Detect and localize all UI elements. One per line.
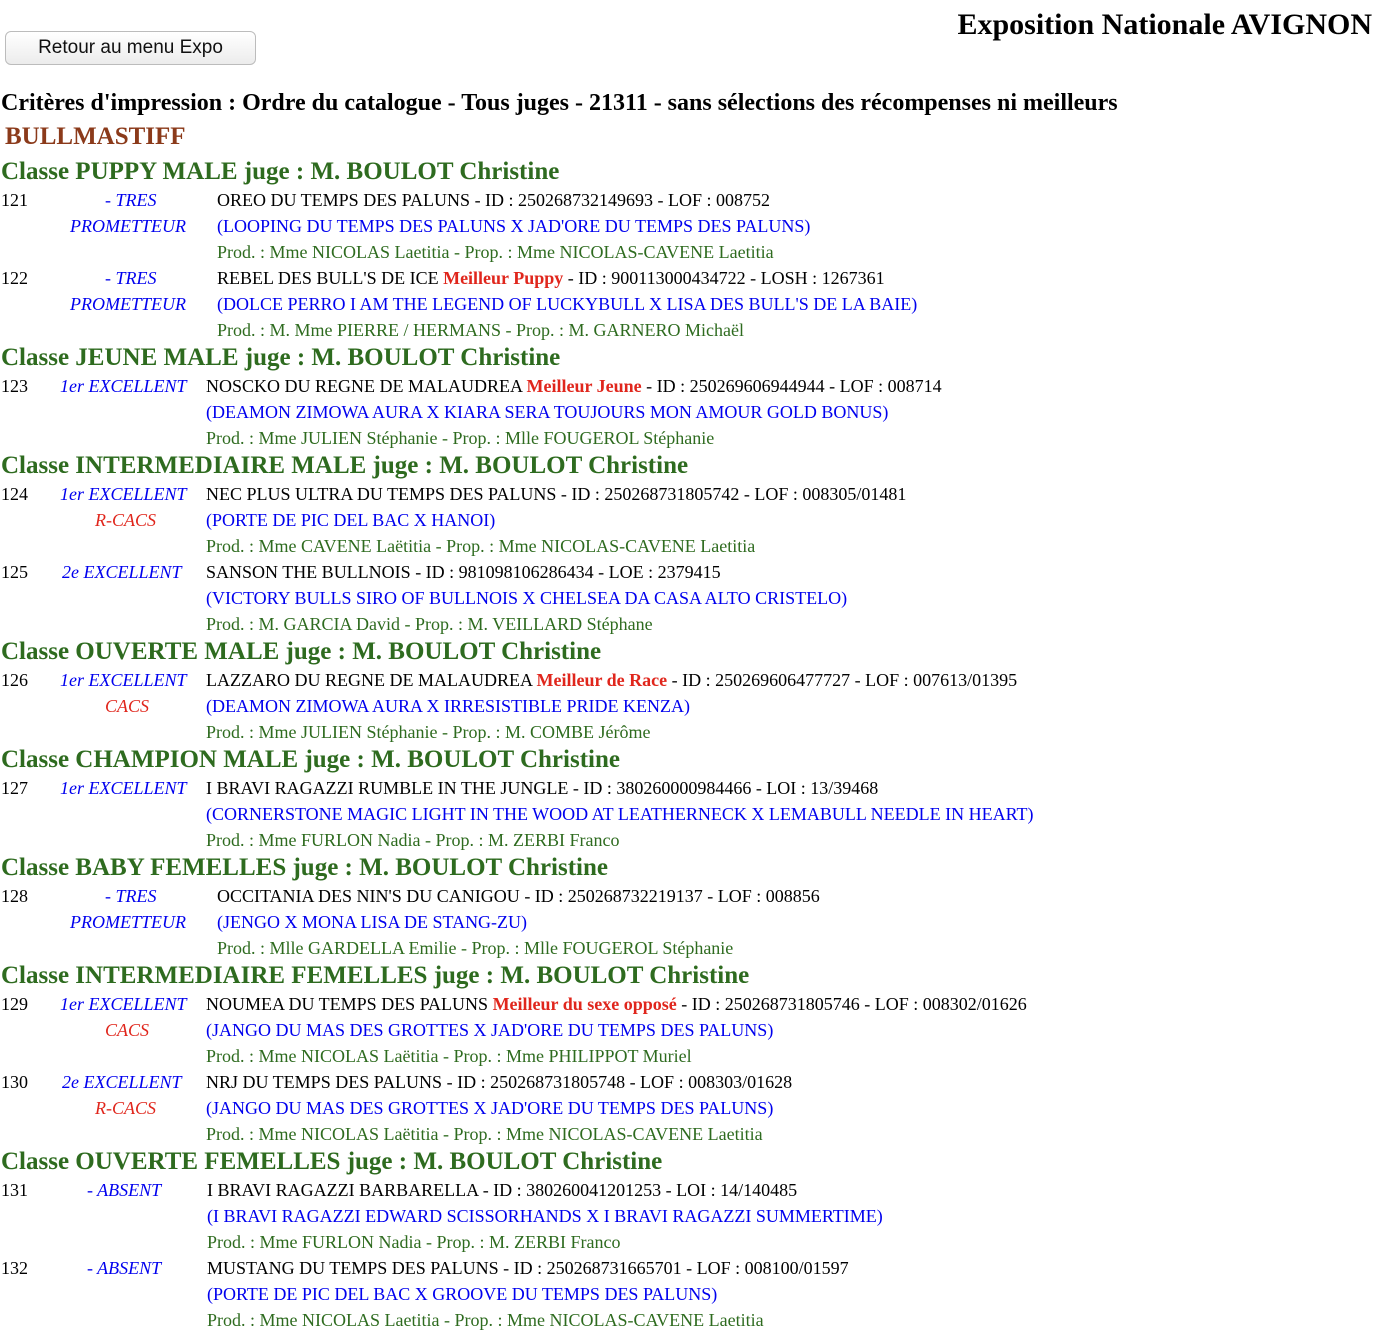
entry-dog-info [206, 559, 721, 585]
dog-parents: (PORTE DE PIC DEL BAC X GROOVE DU TEMPS DES PALUNS) [207, 1284, 718, 1304]
dog-parents: (JENGO X MONA LISA DE STANG-ZU) [217, 912, 528, 932]
catalogue-entry [0, 775, 1398, 853]
dog-producer-owner: Prod. : Mme JULIEN Stéphanie - Prop. : M. COMBE Jérôme [206, 722, 651, 742]
entry-rating: 1er EXCELLENT [60, 376, 187, 396]
entry-number: 129 [1, 994, 28, 1014]
entry-line-owner [0, 719, 1398, 745]
entry-rating: 1er EXCELLENT [60, 670, 187, 690]
dog-ids: - ID : 250268731805742 - LOF : 008305/01481 [560, 484, 907, 504]
entry-line-main [0, 1177, 1398, 1203]
entry-line-owner [0, 1307, 1398, 1333]
class-heading: Classe INTERMEDIAIRE MALE juge : M. BOULOT Christine [1, 452, 689, 479]
entry-qualification: R-CACS [95, 510, 156, 530]
class-heading: Classe INTERMEDIAIRE FEMELLES juge : M. BOULOT Christine [1, 962, 750, 989]
catalogue-entry [0, 991, 1398, 1069]
entry-number: 132 [1, 1258, 28, 1278]
dog-ids: - ID : 250268732219137 - LOF : 008856 [524, 886, 820, 906]
entry-qualification: R-CACS [95, 1098, 156, 1118]
entry-dog-info [207, 1255, 849, 1281]
breed-heading: BULLMASTIFF [5, 123, 186, 150]
entry-number: 121 [1, 190, 28, 210]
dog-name: NRJ DU TEMPS DES PALUNS [206, 1072, 447, 1092]
entry-number: 130 [1, 1072, 28, 1092]
dog-ids: - ID : 250268731665701 - LOF : 008100/01597 [503, 1258, 849, 1278]
entry-line-parents [0, 1203, 1398, 1229]
entry-line-parents [0, 1281, 1398, 1307]
dog-parents: (DEAMON ZIMOWA AURA X IRRESISTIBLE PRIDE KENZA) [206, 696, 690, 716]
entry-dog-info [206, 667, 1017, 693]
class-heading: Classe OUVERTE MALE juge : M. BOULOT Christine [1, 638, 602, 665]
entry-line-owner [0, 317, 1398, 343]
dog-producer-owner: Prod. : M. Mme PIERRE / HERMANS - Prop. : M. GARNERO Michaël [217, 320, 745, 340]
dog-producer-owner: Prod. : Mme CAVENE Laëtitia - Prop. : Mme NICOLAS-CAVENE Laetitia [206, 536, 756, 556]
entry-line-parents [0, 399, 1398, 425]
entry-rating: 2e EXCELLENT [62, 1072, 182, 1092]
entry-line-main [0, 667, 1398, 693]
page-title: Exposition Nationale AVIGNON [957, 8, 1372, 41]
entry-line-main [0, 187, 1398, 213]
entry-line-parents [0, 507, 1398, 533]
entry-dog-info [217, 265, 885, 291]
catalogue-entry [0, 265, 1398, 343]
entry-dog-info [206, 481, 906, 507]
entry-line-parents [0, 801, 1398, 827]
entry-rating: - ABSENT [87, 1258, 162, 1278]
dog-parents: (DEAMON ZIMOWA AURA X KIARA SERA TOUJOURS MON AMOUR GOLD BONUS) [206, 402, 889, 422]
class-heading: Classe PUPPY MALE juge : M. BOULOT Christine [1, 158, 560, 185]
entry-line-main [0, 559, 1398, 585]
dog-parents: (VICTORY BULLS SIRO OF BULLNOIS X CHELSEA DA CASA ALTO CRISTELO) [206, 588, 848, 608]
entry-line-owner [0, 935, 1398, 961]
dog-name: NEC PLUS ULTRA DU TEMPS DES PALUNS [206, 484, 561, 504]
entry-line-main [0, 991, 1398, 1017]
catalogue-entry [0, 373, 1398, 451]
dog-name: LAZZARO DU REGNE DE MALAUDREA [206, 670, 537, 690]
dog-ids: - ID : 380260000984466 - LOI : 13/39468 [572, 778, 879, 798]
dog-parents: (JANGO DU MAS DES GROTTES X JAD'ORE DU TEMPS DES PALUNS) [206, 1020, 774, 1040]
best-award: Meilleur du sexe opposé [492, 994, 677, 1014]
entry-dog-info [217, 883, 820, 909]
dog-ids: - ID : 250268732149693 - LOF : 008752 [474, 190, 771, 210]
catalogue-entry [0, 1177, 1398, 1255]
entry-line-main [0, 775, 1398, 801]
print-criteria: Critères d'impression : Ordre du catalogue - Tous juges - 21311 - sans sélections des récompenses ni meilleurs [1, 90, 1118, 116]
entry-line-owner [0, 1121, 1398, 1147]
entry-qualification: PROMETTEUR [70, 912, 186, 932]
entry-dog-info [207, 1177, 797, 1203]
dog-ids: - ID : 981098106286434 - LOE : 2379415 [415, 562, 721, 582]
entry-line-parents [0, 1017, 1398, 1043]
entry-qualification: PROMETTEUR [70, 294, 186, 314]
entry-line-owner [0, 827, 1398, 853]
entry-number: 126 [1, 670, 28, 690]
dog-ids: - ID : 250268731805748 - LOF : 008303/01628 [446, 1072, 793, 1092]
entry-line-owner [0, 611, 1398, 637]
entry-line-owner [0, 1043, 1398, 1069]
best-award: Meilleur de Race [536, 670, 668, 690]
entry-line-owner [0, 1229, 1398, 1255]
entry-line-main [0, 1069, 1398, 1095]
back-to-menu-button[interactable]: Retour au menu Expo [5, 31, 256, 65]
dog-name: OCCITANIA DES NIN'S DU CANIGOU [217, 886, 525, 906]
dog-producer-owner: Prod. : Mme FURLON Nadia - Prop. : M. ZERBI Franco [206, 830, 620, 850]
dog-ids: - ID : 900113000434722 - LOSH : 1267361 [563, 268, 885, 288]
best-award: Meilleur Puppy [443, 268, 564, 288]
entry-number: 124 [1, 484, 28, 504]
class-heading: Classe CHAMPION MALE juge : M. BOULOT Christine [1, 746, 620, 773]
dog-producer-owner: Prod. : Mme NICOLAS Laëtitia - Prop. : Mme NICOLAS-CAVENE Laetitia [206, 1124, 763, 1144]
entry-qualification: CACS [105, 696, 150, 716]
class-heading: Classe BABY FEMELLES juge : M. BOULOT Christine [1, 854, 608, 881]
catalogue-entry [0, 187, 1398, 265]
catalogue-entry [0, 667, 1398, 745]
entry-dog-info [217, 187, 770, 213]
entry-line-main [0, 883, 1398, 909]
dog-ids: - ID : 250268731805746 - LOF : 008302/01626 [676, 994, 1027, 1014]
entry-line-owner [0, 533, 1398, 559]
dog-name: SANSON THE BULLNOIS [206, 562, 416, 582]
entry-number: 127 [1, 778, 28, 798]
entry-line-main [0, 265, 1398, 291]
entry-line-main [0, 481, 1398, 507]
entry-qualification: PROMETTEUR [70, 216, 186, 236]
dog-name: MUSTANG DU TEMPS DES PALUNS [207, 1258, 504, 1278]
entry-dog-info [206, 775, 878, 801]
dog-producer-owner: Prod. : Mme NICOLAS Laëtitia - Prop. : Mme PHILIPPOT Muriel [206, 1046, 692, 1066]
dog-name: NOSCKO DU REGNE DE MALAUDREA [206, 376, 527, 396]
dog-parents: (LOOPING DU TEMPS DES PALUNS X JAD'ORE DU TEMPS DES PALUNS) [217, 216, 811, 236]
entry-line-parents [0, 909, 1398, 935]
class-heading: Classe JEUNE MALE juge : M. BOULOT Christine [1, 344, 561, 371]
entry-number: 122 [1, 268, 28, 288]
entry-number: 131 [1, 1180, 28, 1200]
catalogue-listing [0, 157, 1398, 1333]
entry-dog-info [206, 373, 942, 399]
dog-ids: - ID : 380260041201253 - LOI : 14/140485 [482, 1180, 798, 1200]
dog-producer-owner: Prod. : Mme NICOLAS Laetitia - Prop. : Mme NICOLAS-CAVENE Laetitia [217, 242, 774, 262]
catalogue-entry [0, 1069, 1398, 1147]
dog-parents: (DOLCE PERRO I AM THE LEGEND OF LUCKYBULL X LISA DES BULL'S DE LA BAIE) [217, 294, 918, 314]
entry-number: 125 [1, 562, 28, 582]
entry-line-parents [0, 1095, 1398, 1121]
entry-rating: - ABSENT [87, 1180, 162, 1200]
entry-rating: 1er EXCELLENT [60, 484, 187, 504]
dog-name: REBEL DES BULL'S DE ICE [217, 268, 444, 288]
dog-parents: (PORTE DE PIC DEL BAC X HANOI) [206, 510, 496, 530]
entry-number: 123 [1, 376, 28, 396]
entry-rating: 1er EXCELLENT [60, 994, 187, 1014]
entry-dog-info [206, 991, 1027, 1017]
dog-producer-owner: Prod. : Mlle GARDELLA Emilie - Prop. : Mlle FOUGEROL Stéphanie [217, 938, 734, 958]
catalogue-entry [0, 481, 1398, 559]
dog-parents: (CORNERSTONE MAGIC LIGHT IN THE WOOD AT LEATHERNECK X LEMABULL NEEDLE IN HEART) [206, 804, 1034, 824]
dog-name: OREO DU TEMPS DES PALUNS [217, 190, 475, 210]
class-heading: Classe OUVERTE FEMELLES juge : M. BOULOT Christine [1, 1148, 663, 1175]
dog-producer-owner: Prod. : Mme NICOLAS Laetitia - Prop. : Mme NICOLAS-CAVENE Laetitia [207, 1310, 764, 1330]
entry-line-parents [0, 585, 1398, 611]
entry-rating: 1er EXCELLENT [60, 778, 187, 798]
dog-producer-owner: Prod. : Mme FURLON Nadia - Prop. : M. ZERBI Franco [207, 1232, 621, 1252]
entry-number: 128 [1, 886, 28, 906]
entry-rating: 2e EXCELLENT [62, 562, 182, 582]
entry-line-owner [0, 425, 1398, 451]
catalogue-entry [0, 883, 1398, 961]
entry-line-main [0, 373, 1398, 399]
dog-name: I BRAVI RAGAZZI RUMBLE IN THE JUNGLE [206, 778, 573, 798]
entry-line-parents [0, 213, 1398, 239]
dog-name: I BRAVI RAGAZZI BARBARELLA [207, 1180, 483, 1200]
entry-rating: - TRES [105, 886, 157, 906]
entry-rating: - TRES [105, 268, 157, 288]
entry-line-parents [0, 693, 1398, 719]
best-award: Meilleur Jeune [526, 376, 642, 396]
entry-qualification: CACS [105, 1020, 150, 1040]
dog-parents: (I BRAVI RAGAZZI EDWARD SCISSORHANDS X I BRAVI RAGAZZI SUMMERTIME) [207, 1206, 883, 1226]
dog-name: NOUMEA DU TEMPS DES PALUNS [206, 994, 493, 1014]
catalogue-entry [0, 1255, 1398, 1333]
dog-parents: (JANGO DU MAS DES GROTTES X JAD'ORE DU TEMPS DES PALUNS) [206, 1098, 774, 1118]
dog-ids: - ID : 250269606944944 - LOF : 008714 [641, 376, 942, 396]
dog-producer-owner: Prod. : M. GARCIA David - Prop. : M. VEILLARD Stéphane [206, 614, 653, 634]
catalogue-entry [0, 559, 1398, 637]
dog-producer-owner: Prod. : Mme JULIEN Stéphanie - Prop. : Mlle FOUGEROL Stéphanie [206, 428, 715, 448]
entry-line-owner [0, 239, 1398, 265]
entry-line-main [0, 1255, 1398, 1281]
entry-rating: - TRES [105, 190, 157, 210]
entry-line-parents [0, 291, 1398, 317]
dog-ids: - ID : 250269606477727 - LOF : 007613/01395 [667, 670, 1018, 690]
entry-dog-info [206, 1069, 792, 1095]
